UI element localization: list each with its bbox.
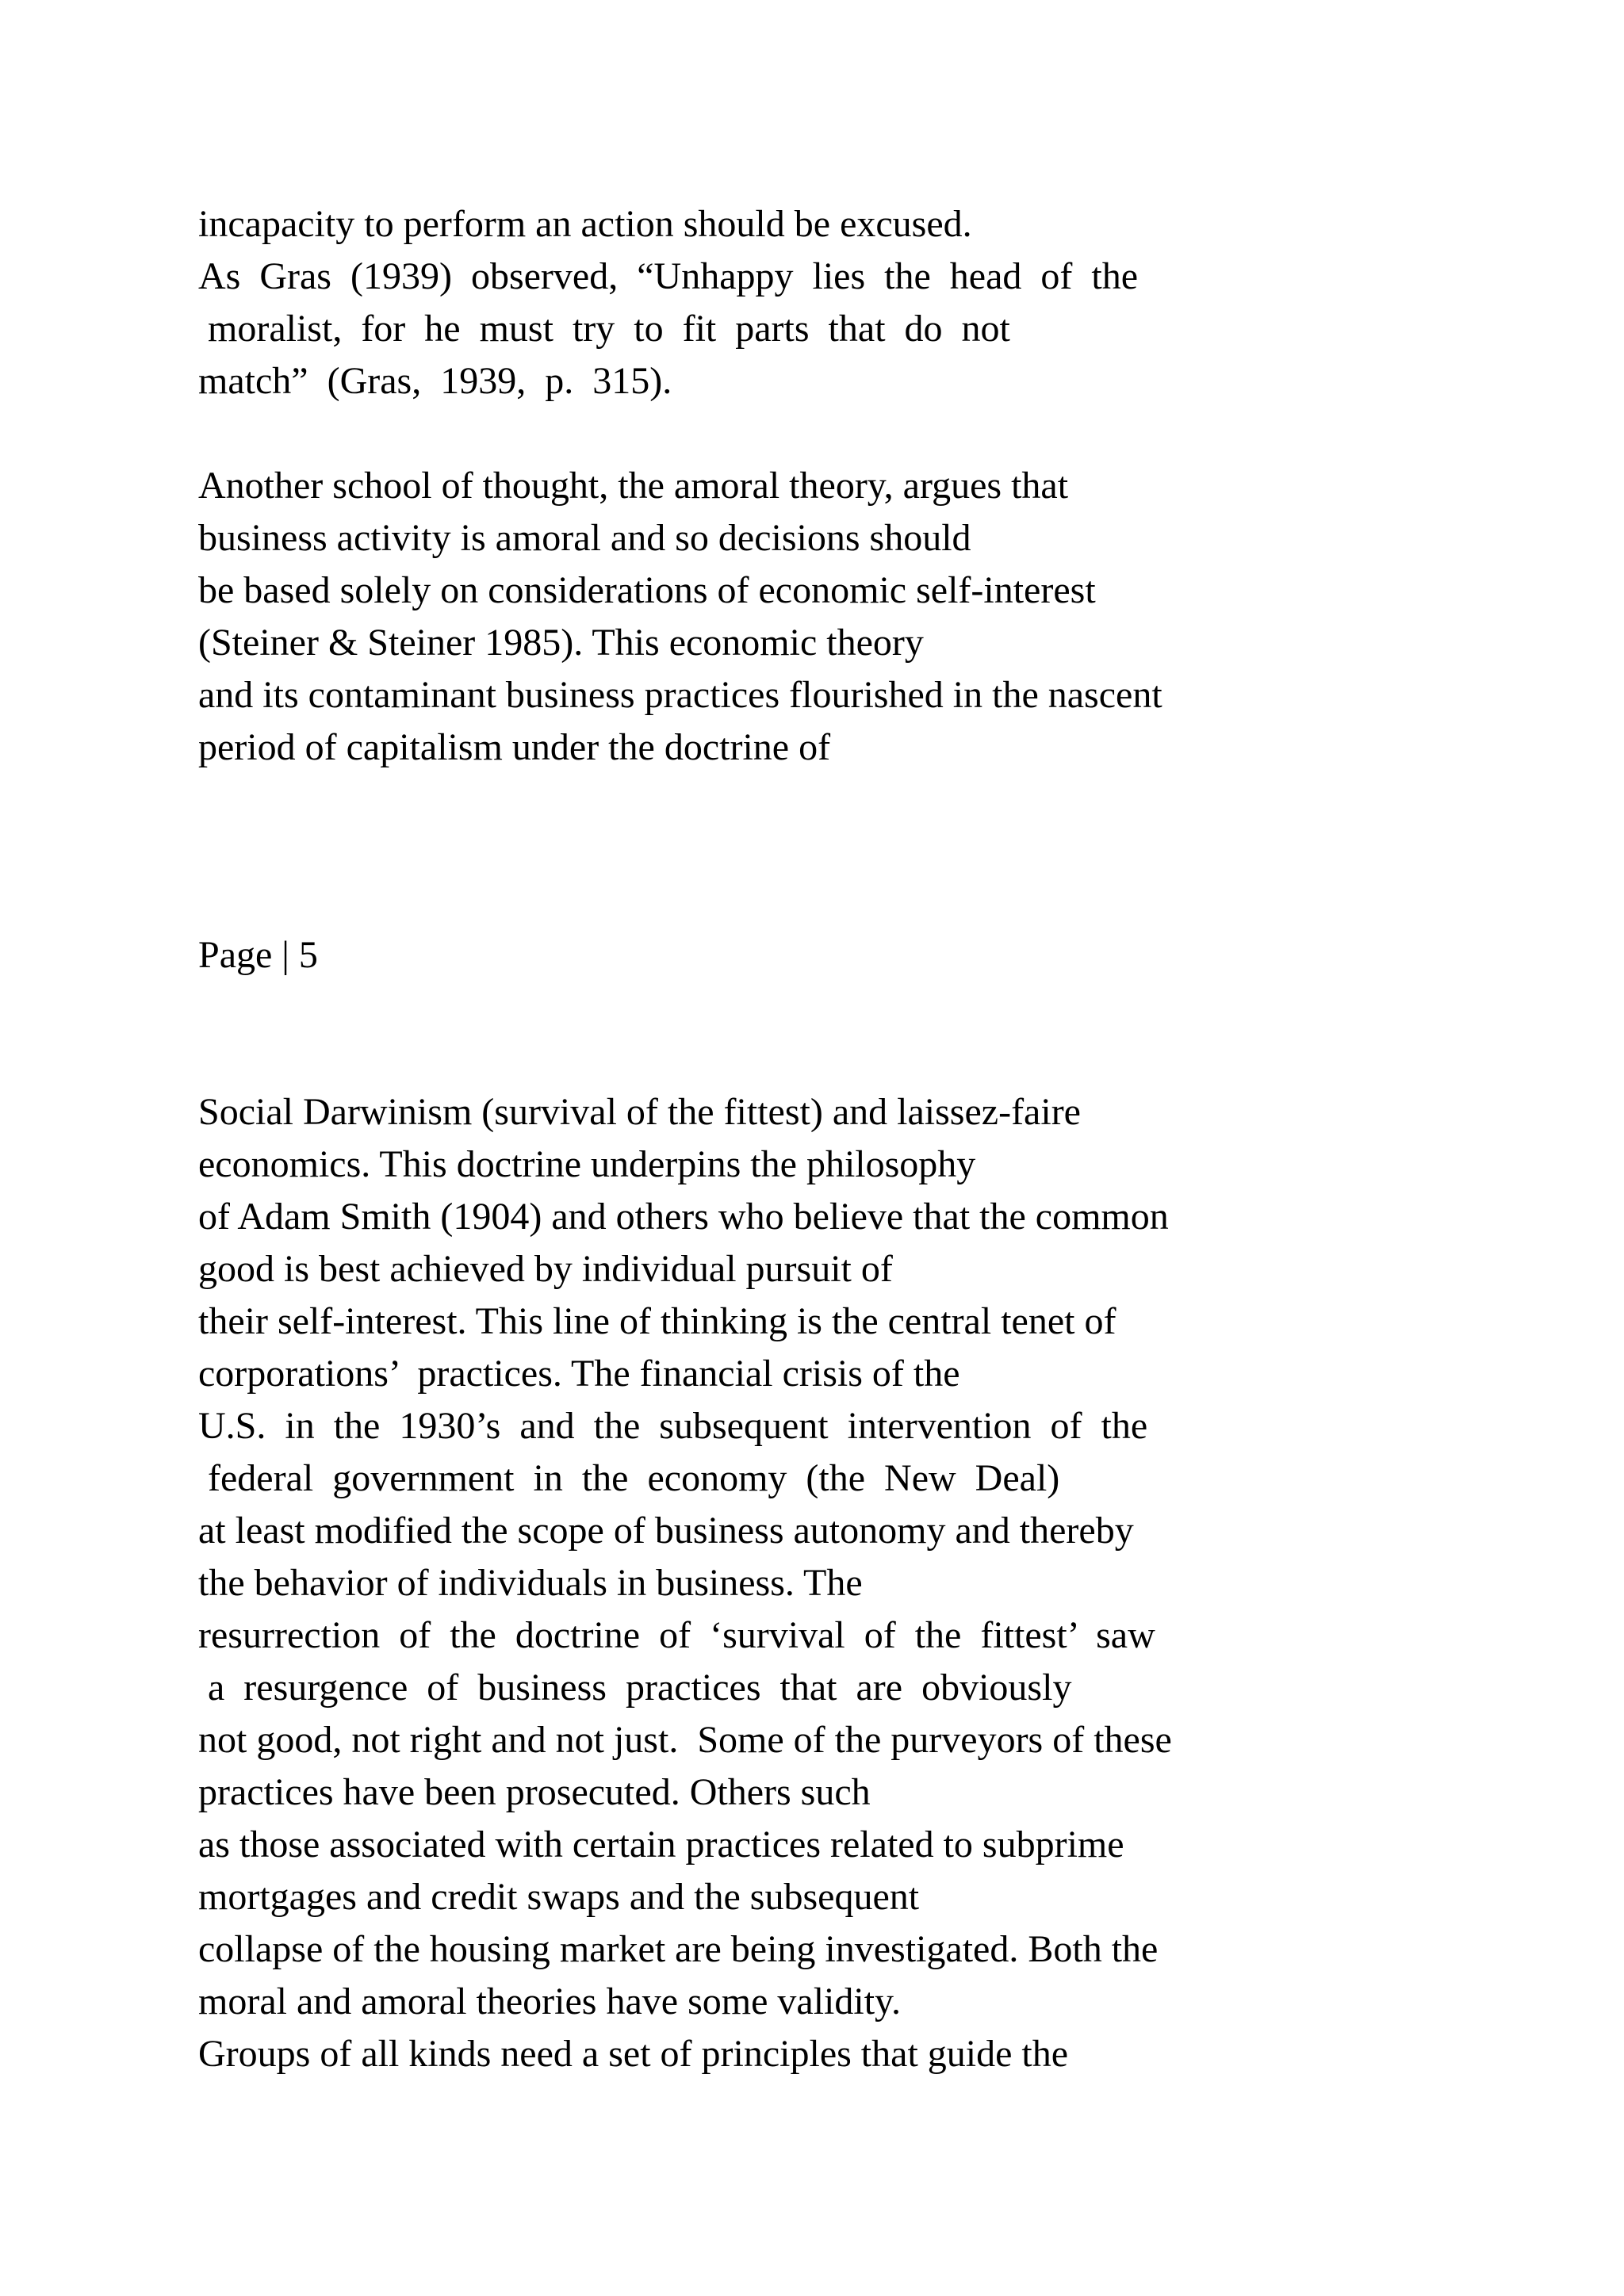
text-line: resurrection of the doctrine of ‘survival of the fittest’ saw — [198, 1614, 1155, 1656]
text-line: of Adam Smith (1904) and others who believe that the common — [198, 1196, 1169, 1238]
text-line: the behavior of individuals in business. The — [198, 1562, 863, 1604]
text-line: moral and amoral theories have some validity. — [198, 1980, 901, 2022]
text-line: period of capitalism under the doctrine of — [198, 726, 831, 768]
text-line: moralist, for he must try to fit parts that do not — [198, 308, 1010, 350]
text-line: not good, not right and not just. Some of the purveyors of these — [198, 1719, 1172, 1761]
text-line: collapse of the housing market are being investigated. Both the — [198, 1928, 1159, 1970]
text-line: incapacity to perform an action should be excused. — [198, 203, 972, 245]
text-line: good is best achieved by individual pursuit of — [198, 1248, 893, 1290]
text-line: business activity is amoral and so decisions should — [198, 517, 971, 559]
text-line: mortgages and credit swaps and the subsequent — [198, 1876, 920, 1918]
text-line: U.S. in the 1930’s and the subsequent intervention of the — [198, 1405, 1148, 1447]
text-line: at least modified the scope of business autonomy and thereby — [198, 1510, 1134, 1552]
text-line: Another school of thought, the amoral theory, argues that — [198, 465, 1069, 507]
text-line: be based solely on considerations of economic self-interest — [198, 569, 1096, 611]
text-line: corporations’ practices. The financial crisis of the — [198, 1353, 960, 1395]
text-line: as those associated with certain practices related to subprime — [198, 1823, 1124, 1866]
text-line: a resurgence of business practices that are obviously — [198, 1667, 1072, 1709]
text-line: practices have been prosecuted. Others such — [198, 1771, 871, 1813]
text-line: their self-interest. This line of thinking is the central tenet of — [198, 1300, 1116, 1342]
text-line: As Gras (1939) observed, “Unhappy lies the head of the — [198, 255, 1139, 297]
text-line: Groups of all kinds need a set of principles that guide the — [198, 2033, 1069, 2075]
text-line: economics. This doctrine underpins the philosophy — [198, 1143, 976, 1185]
text-line: match” (Gras, 1939, p. 315). — [198, 360, 672, 402]
page-number: Page | 5 — [198, 934, 318, 976]
text-line: (Steiner & Steiner 1985). This economic theory — [198, 622, 924, 664]
text-line: Social Darwinism (survival of the fittest) and laissez-faire — [198, 1091, 1081, 1133]
text-line: federal government in the economy (the New Deal) — [198, 1457, 1060, 1499]
text-line: and its contaminant business practices flourished in the nascent — [198, 674, 1162, 716]
